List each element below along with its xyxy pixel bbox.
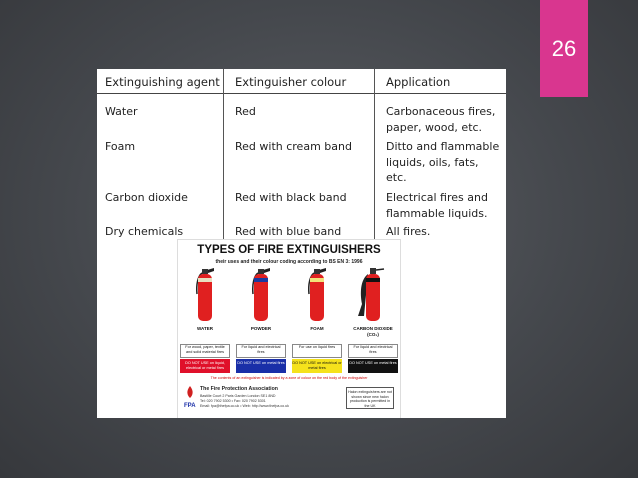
extinguisher-label: POWDER xyxy=(250,326,272,331)
warning-band: DO NOT USE on metal fires xyxy=(348,359,398,373)
foam-extinguisher-icon xyxy=(292,264,342,324)
halon-note-box: Halon extinguishers are not shown since new halon production is permitted in the UK xyxy=(346,387,394,409)
page-number: 26 xyxy=(551,35,577,61)
row-colour: Red with black band xyxy=(235,191,347,204)
poster-subtitle: their uses and their colour coding according to BS EN 3: 1996 xyxy=(215,259,363,265)
svg-text:FPA: FPA xyxy=(184,403,196,409)
application-line: Ditto and flammable xyxy=(386,140,500,153)
row-agent: Carbon dioxide xyxy=(105,191,188,204)
row-agent: Dry chemicals xyxy=(105,225,184,238)
poster-title: TYPES OF FIRE EXTINGUISHERS xyxy=(197,244,381,256)
row-colour: Red with cream band xyxy=(235,140,352,153)
extinguisher-label: FOAM xyxy=(310,326,324,331)
extinguisher-label-line: (CO₂) xyxy=(367,332,379,337)
header-colour: Extinguisher colour xyxy=(235,75,347,89)
fpa-address: Bastille Court 2 Paris Garden London SE1 8ND xyxy=(200,394,276,398)
row-application xyxy=(386,190,488,221)
header-agent: Extinguishing agent xyxy=(105,75,220,89)
row-colour: Red with blue band xyxy=(235,225,342,238)
column-divider-1 xyxy=(223,69,224,255)
extinguisher-label-line: CARBON DIOXIDE xyxy=(353,326,393,331)
column-divider-2 xyxy=(374,69,375,255)
application-line: liquids, oils, fats, xyxy=(386,155,479,169)
fpa-logo-icon xyxy=(184,385,196,411)
uses-box: For liquid and electrical fires xyxy=(348,344,398,358)
row-agent: Water xyxy=(105,105,138,118)
row-colour: Red xyxy=(235,105,256,118)
application-line: etc. xyxy=(386,171,407,184)
application-line: paper, wood, etc. xyxy=(386,120,483,134)
warning-band: DO NOT USE on metal fires xyxy=(236,359,286,373)
page-number-badge xyxy=(540,0,588,97)
powder-extinguisher-icon xyxy=(236,264,286,324)
application-line: Carbonaceous fires, xyxy=(386,105,496,118)
extinguisher-label xyxy=(348,326,398,338)
header-application: Application xyxy=(386,75,451,89)
uses-box: For use on liquid fires xyxy=(292,344,342,358)
co2-extinguisher-icon xyxy=(348,264,398,324)
extinguisher-label: WATER xyxy=(197,326,213,331)
fpa-web: Email: fpa@thefpa.co.uk • Web: http://www.thefpa.co.uk xyxy=(200,404,289,408)
header-divider xyxy=(97,93,506,94)
slide-image-document xyxy=(97,69,506,418)
uses-box: For liquid and electrical fires xyxy=(236,344,286,358)
row-agent: Foam xyxy=(105,140,136,153)
application-line: flammable liquids. xyxy=(386,206,488,220)
fpa-phone: Tel: 020 7902 5300 • Fax: 020 7902 5301 xyxy=(200,399,266,403)
application-line: Electrical fires and xyxy=(386,191,488,204)
water-extinguisher-icon xyxy=(180,264,230,324)
row-application xyxy=(386,104,495,135)
uses-box: For wood, paper, textile and solid material fires xyxy=(180,344,230,358)
application-line: All fires. xyxy=(386,225,431,238)
row-application xyxy=(386,224,430,240)
warning-band: DO NOT USE on liquid, electrical or metal fires xyxy=(180,359,230,373)
poster-note: The contents of an extinguisher is indicated by a zone of colour on the red body of the extinguisher xyxy=(210,376,368,380)
row-application xyxy=(386,139,499,186)
fpa-org-name: The Fire Protection Association xyxy=(200,386,278,392)
warning-band: DO NOT USE on electrical or metal fires xyxy=(292,359,342,373)
fire-extinguisher-poster xyxy=(177,239,401,418)
